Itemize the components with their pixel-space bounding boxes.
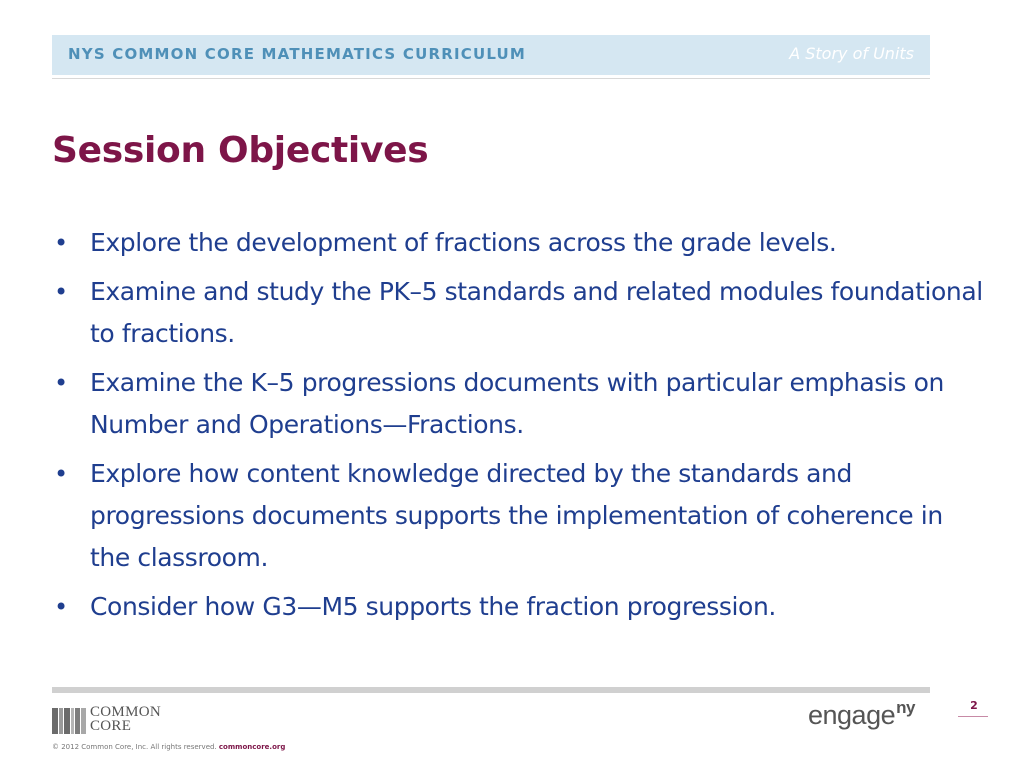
- engageny-logo: [808, 700, 915, 731]
- common-core-logo-line1: COMMON: [90, 704, 161, 720]
- objective-item: [52, 586, 987, 628]
- objective-text: Consider how G3—M5 supports the fraction progression.: [90, 592, 776, 621]
- bullet-icon: •: [54, 593, 68, 621]
- objective-item: [52, 271, 987, 355]
- bullet-icon: •: [54, 229, 68, 257]
- common-core-logo-text: [90, 705, 161, 733]
- common-core-logo-line2: CORE: [90, 718, 132, 734]
- copyright-text: © 2012 Common Core, Inc. All rights reserved.: [52, 743, 217, 751]
- bullet-icon: •: [54, 369, 68, 397]
- engageny-logo-main: engage: [808, 700, 896, 730]
- objective-item: [52, 453, 987, 579]
- header-band: [52, 35, 930, 75]
- header-divider: [52, 78, 930, 79]
- page-number: 2: [970, 699, 978, 712]
- story-label: A Story of Units: [789, 44, 914, 63]
- objective-text: Explore the development of fractions across the grade levels.: [90, 228, 837, 257]
- bullet-icon: •: [54, 278, 68, 306]
- bullet-icon: •: [54, 460, 68, 488]
- objective-text: Examine and study the PK–5 standards and related modules foundational to fractions.: [90, 277, 983, 348]
- objective-text: Explore how content knowledge directed by the standards and progressions documents supports the implementation of coherence in the classroom.: [90, 459, 943, 572]
- objective-item: [52, 222, 987, 264]
- objective-item: [52, 362, 987, 446]
- footer-divider: [52, 687, 930, 693]
- curriculum-label: NYS COMMON CORE MATHEMATICS CURRICULUM: [68, 45, 527, 63]
- objective-text: Examine the K–5 progressions documents with particular emphasis on Number and Operations—Fractions.: [90, 368, 944, 439]
- page-number-underline: [958, 716, 988, 717]
- copyright-notice: [52, 743, 285, 751]
- slide-title: Session Objectives: [52, 130, 429, 171]
- engageny-logo-sup: ny: [896, 698, 915, 717]
- common-core-logo-icon: [52, 708, 86, 734]
- commoncore-link[interactable]: commoncore.org: [218, 743, 286, 751]
- objectives-list: [52, 222, 987, 635]
